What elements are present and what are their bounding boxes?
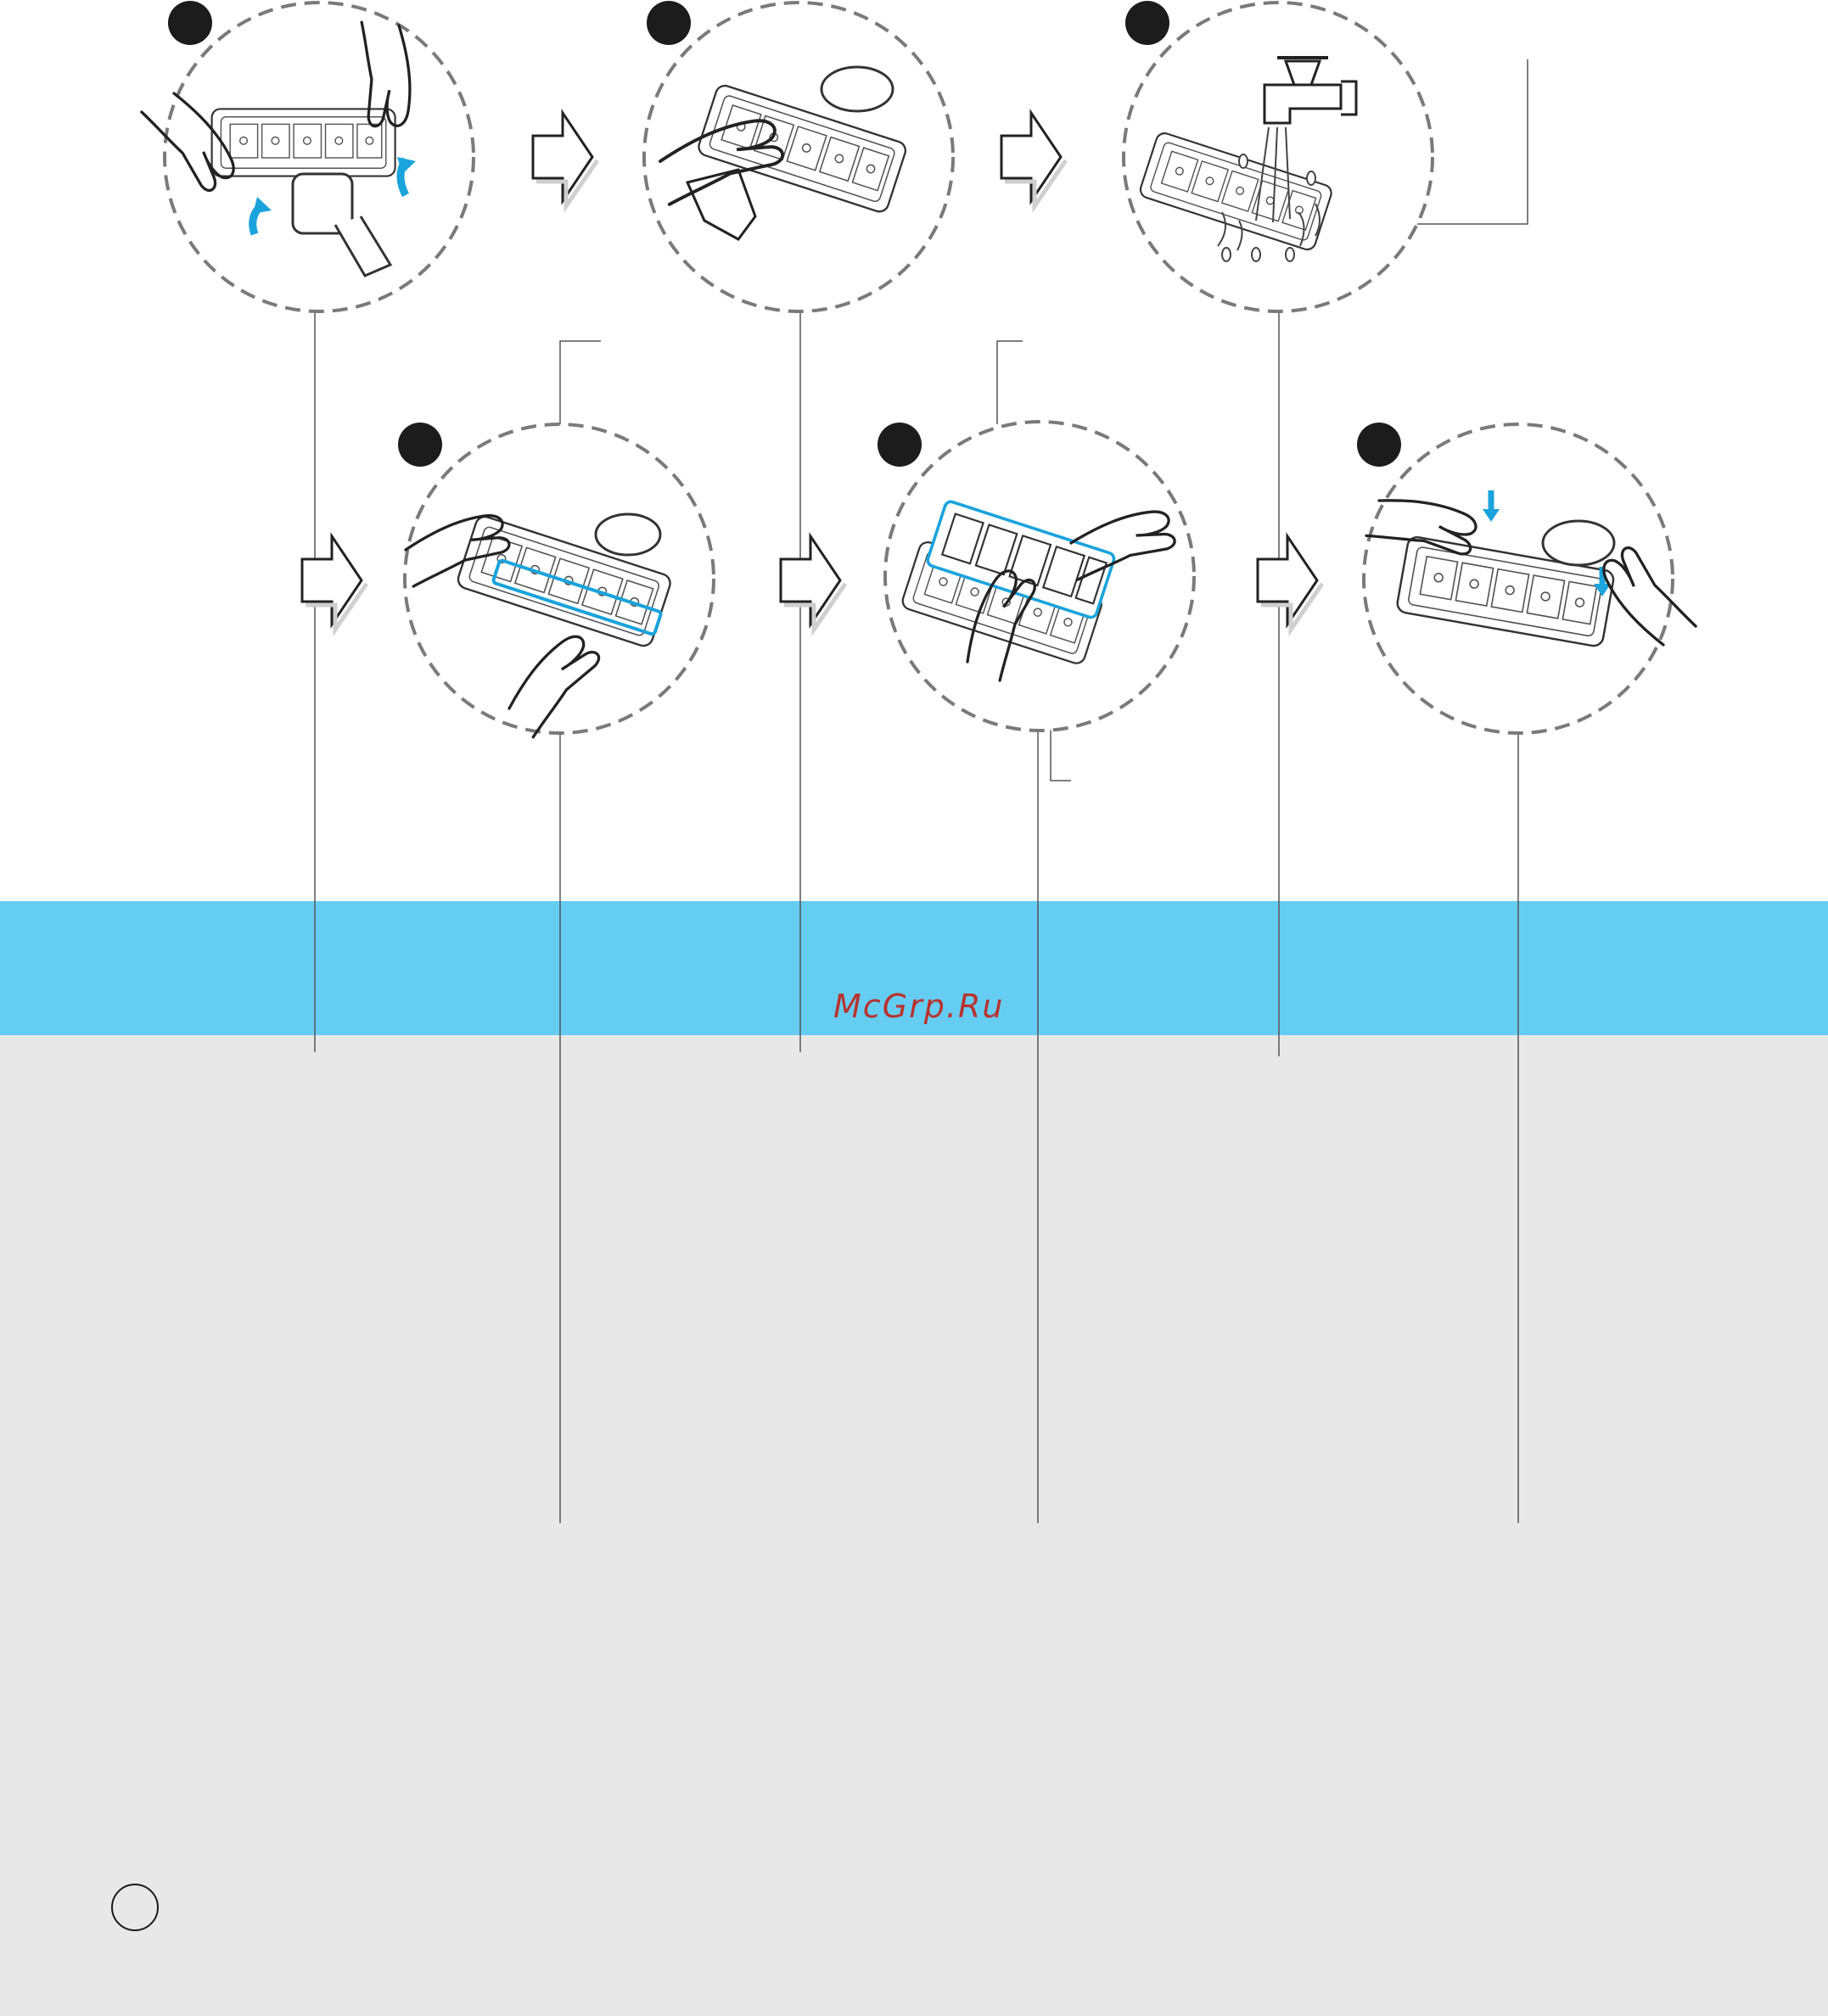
next-arrow-2 [1001, 113, 1066, 206]
step-1-illustration [142, 1, 474, 311]
watermark-text: McGrp.Ru [833, 988, 1005, 1025]
step-2-illustration [644, 1, 953, 311]
step-5-illustration [781, 422, 1194, 731]
next-arrow-5 [1258, 536, 1322, 630]
step-3-illustration [1124, 1, 1433, 311]
next-arrow-4 [781, 536, 845, 630]
next-arrow-3 [302, 536, 367, 630]
step-6-illustration [1258, 423, 1696, 733]
step-4-illustration [302, 423, 714, 737]
page-number-circle [111, 1884, 159, 1931]
next-arrow-1 [533, 113, 597, 206]
